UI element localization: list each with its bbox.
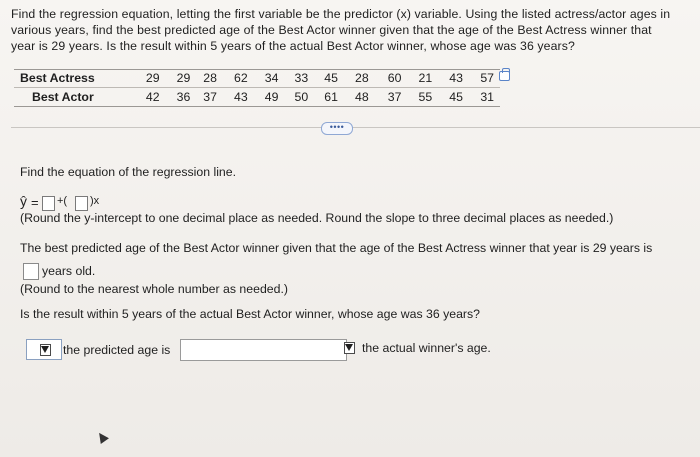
expand-more-button[interactable]: •••• — [321, 122, 353, 135]
part2-note: (Round to the nearest whole number as needed.) — [20, 282, 288, 296]
question-line-2: various years, find the best predicted age of the Best Actor winner given that the age of the Best Actress winner that — [11, 23, 652, 37]
table-cell: 43 — [432, 69, 463, 88]
row-label: Best Actress — [14, 69, 127, 88]
section-divider — [11, 127, 700, 128]
close-paren-x: )x — [90, 195, 100, 207]
mouse-cursor-icon — [95, 430, 109, 444]
comparison-dropdown-1[interactable] — [26, 339, 62, 360]
part1-note: (Round the y-intercept to one decimal place as needed. Round the slope to three decimal places as needed.) — [20, 211, 614, 225]
part3-end-text: the actual winner's age. — [362, 341, 491, 355]
predicted-age-input[interactable] — [23, 263, 39, 280]
table-row-best-actress — [14, 69, 500, 88]
dropdown-arrow-icon — [40, 344, 51, 356]
table-cell: 29 — [160, 69, 191, 88]
table-cell: 62 — [217, 69, 248, 88]
table-cell: 33 — [278, 69, 308, 88]
table-cell: 60 — [369, 69, 402, 88]
part3-prompt: Is the result within 5 years of the actual Best Actor winner, whose age was 36 years? — [20, 307, 481, 321]
chevron-down-icon — [41, 346, 49, 353]
table-cell: 61 — [324, 90, 338, 104]
y-hat-symbol: ŷ — [20, 193, 27, 209]
table-cell: 31 — [480, 90, 494, 104]
equals-sign: = — [31, 195, 39, 210]
table-cell: 28 — [338, 69, 369, 88]
table-cell: 36 — [176, 90, 191, 104]
table-cell: 21 — [401, 69, 432, 88]
dropdown-arrow-icon[interactable] — [344, 342, 355, 354]
table-cell: 45 — [449, 90, 463, 104]
comparison-dropdown-2[interactable] — [180, 339, 347, 361]
part1-prompt: Find the equation of the regression line. — [20, 165, 237, 179]
row-label: Best Actor — [32, 90, 94, 104]
table-cell: 34 — [248, 69, 279, 88]
question-line-1: Find the regression equation, letting the first variable be the predictor (x) variable. Using the listed actress/actor ages in — [11, 7, 671, 21]
intercept-input[interactable] — [42, 196, 55, 211]
part2-suffix: years old. — [42, 264, 96, 278]
plus-paren: +( — [57, 195, 68, 207]
part2-prompt: The best predicted age of the Best Actor winner given that the age of the Best Actress winner that year is 29 years is — [20, 241, 653, 255]
table-cell: 50 — [294, 90, 309, 104]
table-cell: 28 — [190, 69, 217, 88]
table-cell: 45 — [308, 69, 338, 88]
slope-input[interactable] — [75, 196, 88, 211]
table-cell: 57 — [463, 69, 500, 88]
table-row-best-actor — [14, 88, 500, 107]
table-cell: 37 — [203, 90, 217, 104]
table-cell: 29 — [127, 69, 160, 88]
table-bottom-rule — [14, 106, 500, 107]
table-cell: 55 — [418, 90, 433, 104]
question-line-3: year is 29 years. Is the result within 5 years of the actual Best Actor winner, whose age was 36 years? — [11, 39, 575, 53]
table-cell: 37 — [387, 90, 402, 104]
data-table — [14, 69, 500, 106]
copy-data-icon[interactable] — [499, 71, 510, 81]
table-cell: 42 — [145, 90, 160, 104]
chevron-down-icon — [345, 344, 353, 351]
table-cell: 48 — [354, 90, 369, 104]
part3-middle-text: the predicted age is — [63, 343, 171, 357]
question-text — [11, 6, 691, 54]
table-cell: 49 — [264, 90, 279, 104]
table-cell: 43 — [234, 90, 248, 104]
